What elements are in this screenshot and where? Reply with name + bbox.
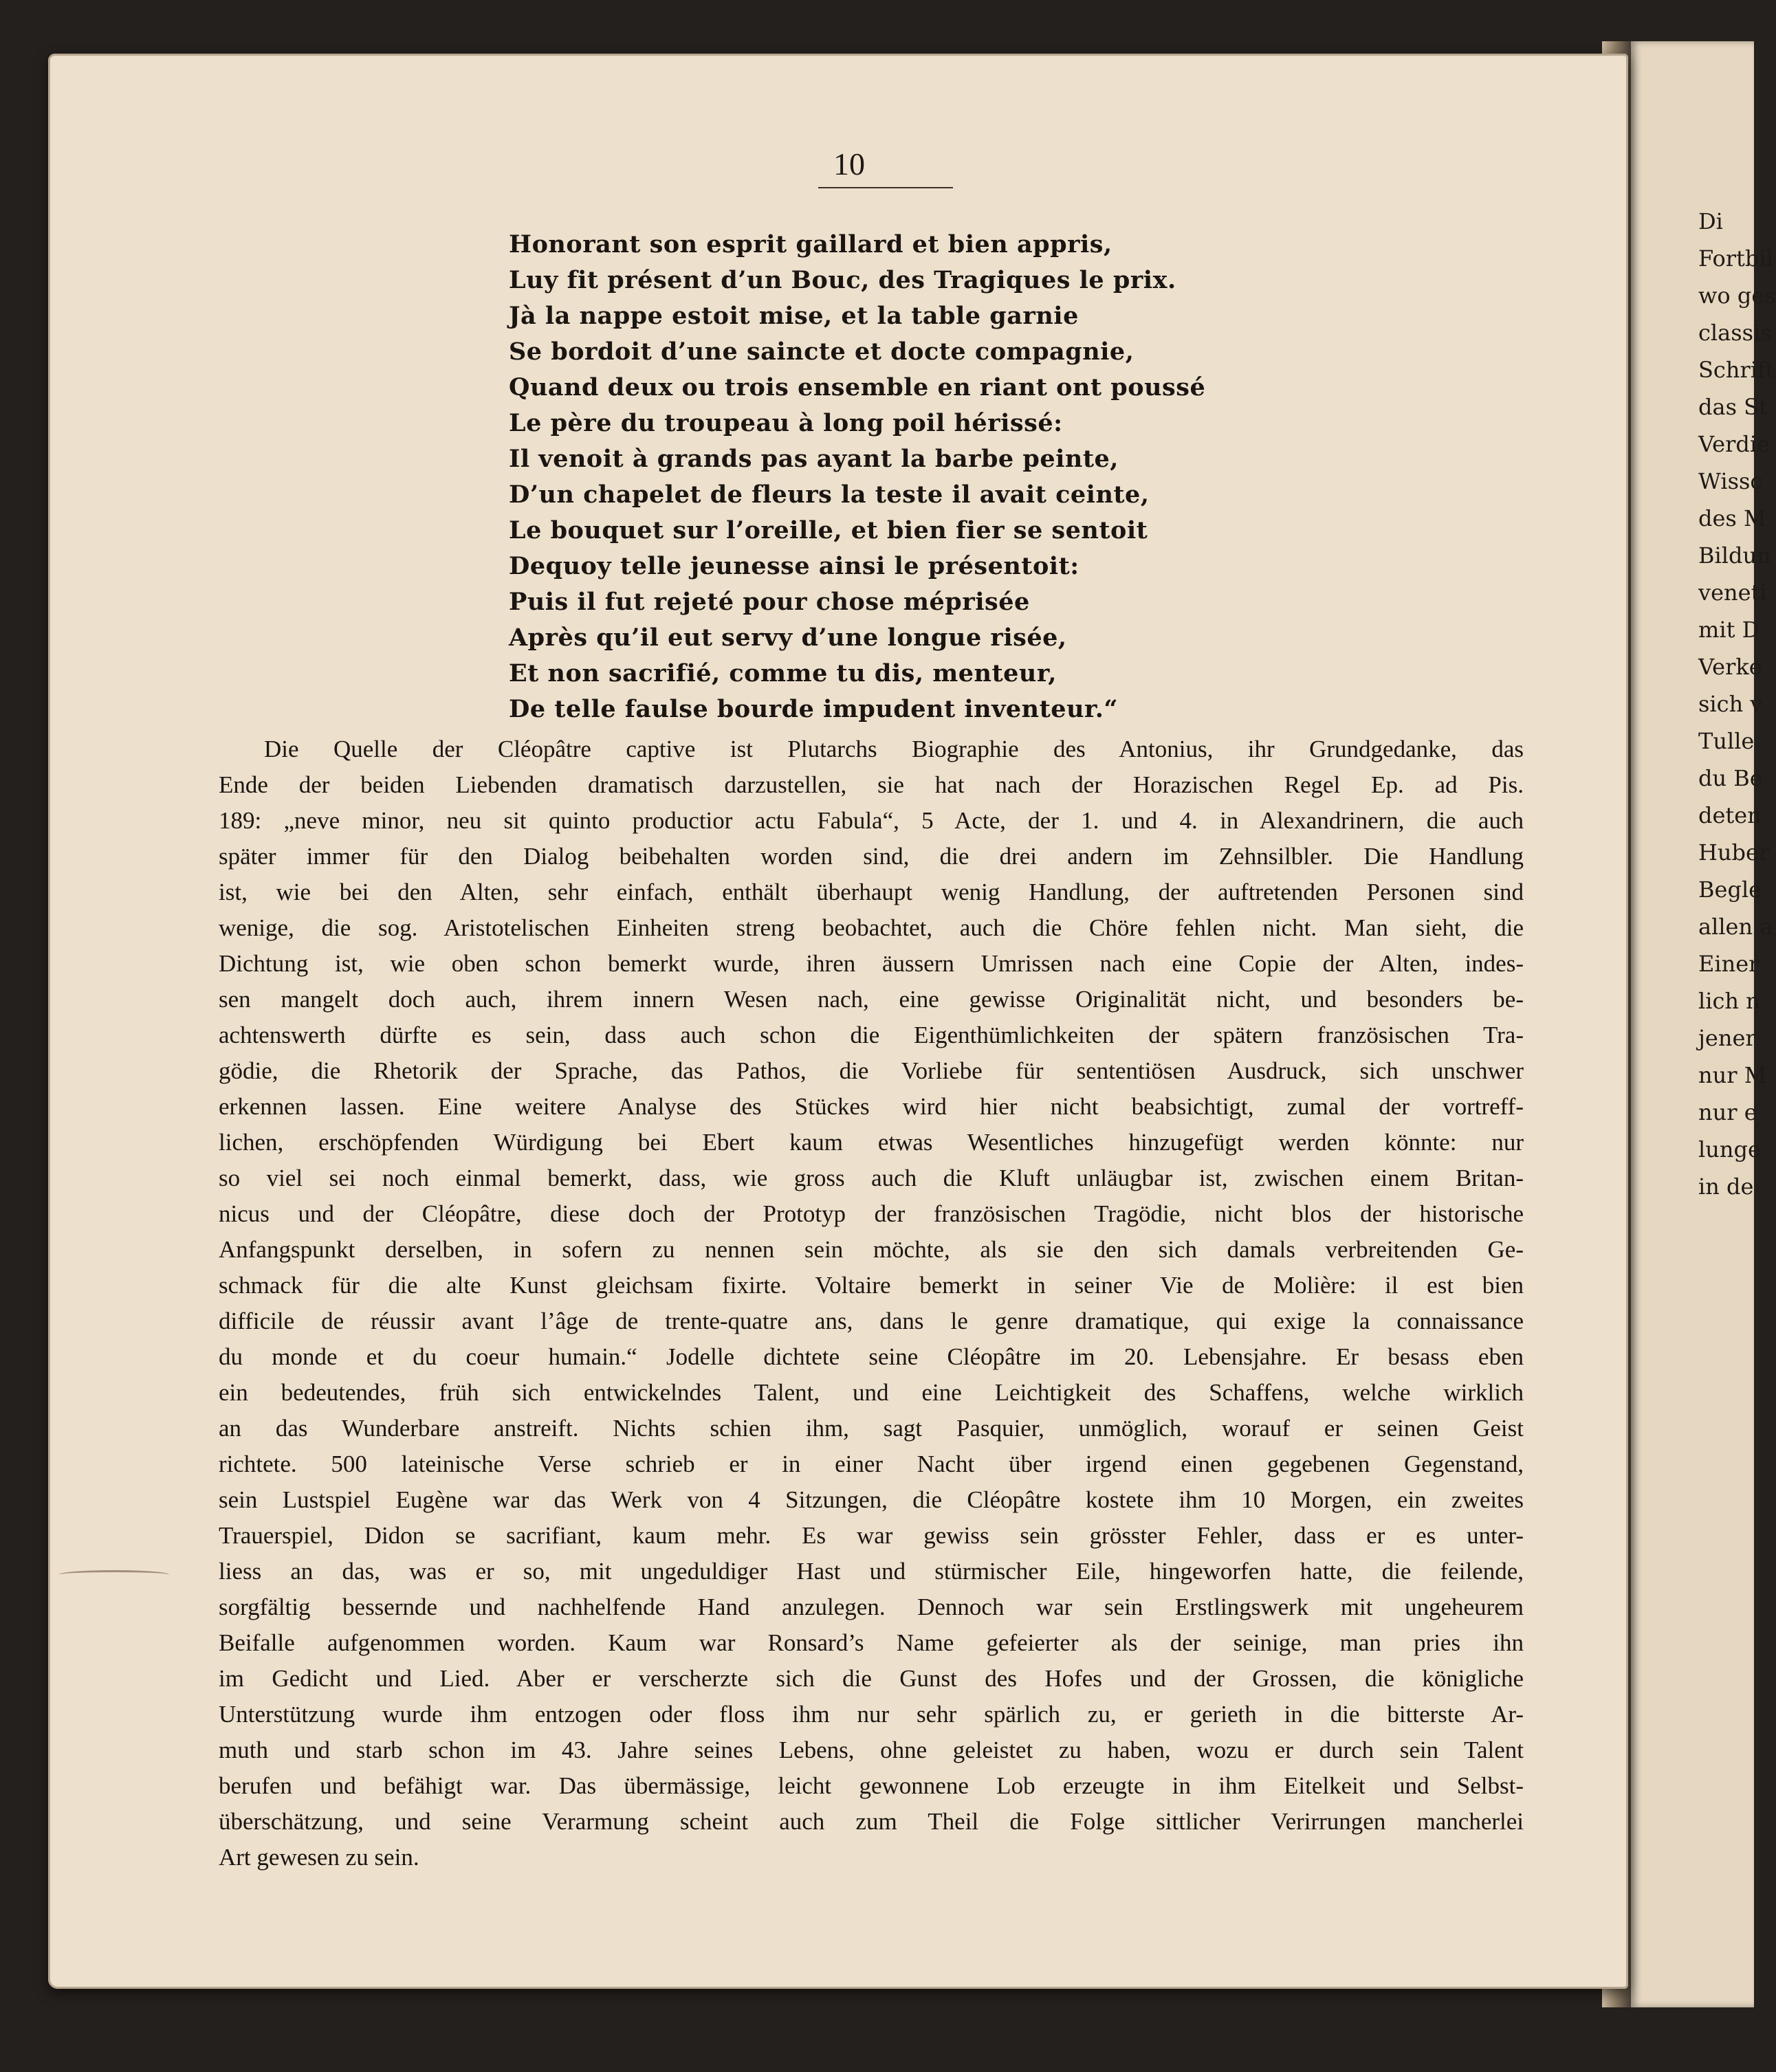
facing-line: lich n (1698, 988, 1760, 1014)
prose-line: berufen und befähigt war. Das übermässige, leicht gewonnene Lob erzeugte in ihm Eitelkeit und Selbst- (219, 1772, 1524, 1799)
facing-line: Schrift (1698, 357, 1775, 383)
facing-line: sich v (1698, 691, 1763, 717)
verse-line: Dequoy telle jeunesse ainsi le présentoit: (509, 552, 1079, 580)
verse-line: D’un chapelet de fleurs la teste il avait ceinte, (509, 481, 1150, 509)
prose-line: Dichtung ist, wie oben schon bemerkt wurde, ihren äussern Umrissen nach eine Copie der Alten, indes- (219, 950, 1524, 977)
facing-line: allen a (1698, 914, 1773, 940)
verse-line: Honorant son esprit gaillard et bien appris, (509, 230, 1112, 258)
facing-line: des M (1698, 505, 1766, 531)
facing-line: wo ges (1698, 283, 1776, 309)
verse-line: De telle faulse bourde impudent inventeur.“ (509, 695, 1119, 723)
facing-line: Verdie (1698, 431, 1770, 457)
facing-line: Huber (1698, 839, 1770, 866)
facing-line: nur M (1698, 1062, 1767, 1088)
prose-line: lichen, erschöpfenden Würdigung bei Ebert kaum etwas Wesentliches hinzugefügt werden könnte: nur (219, 1129, 1524, 1156)
prose-line: du monde et du coeur humain.“ Jodelle dichtete seine Cléopâtre im 20. Lebensjahre. Er besass eben (219, 1343, 1524, 1370)
prose-line: Ende der beiden Liebenden dramatisch darzustellen, sie hat nach der Horazischen Regel Ep. ad Pis. (219, 771, 1524, 798)
facing-line: das St (1698, 394, 1768, 420)
prose-line: sorgfältig bessernde und nachhelfende Hand anzulegen. Dennoch war sein Erstlingswerk mit ungeheurem (219, 1594, 1524, 1620)
facing-line: Einer (1698, 951, 1759, 977)
facing-line: Begle (1698, 877, 1762, 903)
prose-line: 189: „neve minor, neu sit quinto productior actu Fabula“, 5 Acte, der 1. und 4. in Alexandrinern, die auch (219, 807, 1524, 834)
page-number: 10 (833, 146, 865, 181)
facing-line: nur e (1698, 1099, 1757, 1125)
prose-line: sen mangelt doch auch, ihrem innern Wesen nach, eine gewisse Originalität nicht, und besonders be- (219, 986, 1524, 1013)
facing-line: Tulle (1698, 728, 1755, 754)
facing-line: deten (1698, 802, 1762, 828)
verse-line: Le bouquet sur l’oreille, et bien fier se sentoit (509, 516, 1148, 544)
prose-line: achtenswerth dürfte es sein, dass auch schon die Eigenthümlichkeiten der spätern französischen Tra- (219, 1022, 1524, 1048)
prose-line: gödie, die Rhetorik der Sprache, das Pathos, die Vorliebe für sententiösen Ausdruck, sich unschwer (219, 1057, 1524, 1084)
prose-line: sein Lustspiel Eugène war das Werk von 4 Sitzungen, die Cléopâtre kostete ihm 10 Morgen, ein zweites (219, 1486, 1524, 1513)
facing-line: veneti (1698, 580, 1767, 606)
verse-line: Quand deux ou trois ensemble en riant ont poussé (509, 373, 1206, 401)
prose-line: an das Wunderbare anstreift. Nichts schien ihm, sagt Pasquier, unmöglich, worauf er seinen Geist (219, 1415, 1524, 1442)
prose-line: im Gedicht und Lied. Aber er verscherzte sich die Gunst des Hofes und der Grossen, die königliche (219, 1665, 1524, 1692)
facing-line: classis (1698, 320, 1772, 346)
prose-line: Die Quelle der Cléopâtre captive ist Plutarchs Biographie des Antonius, ihr Grundgedanke, das (264, 736, 1524, 762)
prose-line: schmack für die alte Kunst gleichsam fixirte. Voltaire bemerkt in seiner Vie de Molière: il est bien (219, 1272, 1524, 1299)
verse-line: Il venoit à grands pas ayant la barbe peinte, (509, 445, 1119, 473)
facing-line: in de (1698, 1173, 1754, 1200)
prose-line: Art gewesen zu sein. (219, 1844, 419, 1871)
prose-line: Trauerspiel, Didon se sacrifiant, kaum mehr. Es war gewiss sein grösster Fehler, dass er es unter- (219, 1522, 1524, 1549)
facing-line: mit D (1698, 617, 1760, 643)
prose-line: difficile de réussir avant l’âge de trente-quatre ans, dans le genre dramatique, qui exige la connaissance (219, 1308, 1524, 1334)
prose-line: ist, wie bei den Alten, sehr einfach, enthält überhaupt wenig Handlung, der auftretenden Personen sind (219, 879, 1524, 905)
prose-line: muth und starb schon im 43. Jahre seines Lebens, ohne geleistet zu haben, wozu er durch sein Talent (219, 1737, 1524, 1763)
verse-line: Et non sacrifié, comme tu dis, menteur, (509, 659, 1057, 687)
prose-line: so viel sei noch einmal bemerkt, dass, wie gross auch die Kluft unläugbar ist, zwischen einem Britan- (219, 1165, 1524, 1191)
verse-line: Jà la nappe estoit mise, et la table garnie (509, 302, 1079, 330)
prose-line: liess an das, was er so, mit ungeduldiger Hast und stürmischer Eile, hingeworfen hatte, die feilende, (219, 1558, 1524, 1585)
facing-line: Verke (1698, 654, 1762, 680)
verse-line: Puis il fut rejeté pour chose méprisée (509, 588, 1030, 616)
facing-line: Bildun (1698, 542, 1771, 569)
prose-line: Beifalle aufgenommen worden. Kaum war Ronsard’s Name gefeierter als der seinige, man pries ihn (219, 1629, 1524, 1656)
verse-line: Après qu’il eut servy d’une longue risée, (509, 624, 1067, 652)
page-number-rule (818, 187, 953, 188)
facing-line: Di (1698, 208, 1723, 234)
prose-line: nicus und der Cléopâtre, diese doch der Prototyp der französischen Tragödie, nicht blos der historische (219, 1200, 1524, 1227)
verse-line: Se bordoit d’une saincte et docte compagnie, (509, 338, 1134, 366)
prose-line: wenige, die sog. Aristotelischen Einheiten streng beobachtet, auch die Chöre fehlen nicht. Man sieht, die (219, 914, 1524, 941)
prose-line: erkennen lassen. Eine weitere Analyse des Stückes wird hier nicht beabsichtigt, zumal der vortreff- (219, 1093, 1524, 1120)
prose-line: später immer für den Dialog beibehalten worden sind, die drei andern im Zehnsilbler. Die Handlung (219, 843, 1524, 870)
prose-line: ein bedeutendes, früh sich entwickelndes Talent, und eine Leichtigkeit des Schaffens, welche wirklich (219, 1379, 1524, 1406)
prose-line: überschätzung, und seine Verarmung scheint auch zum Theil die Folge sittlicher Verirrungen mancherlei (219, 1808, 1524, 1835)
prose-line: Unterstützung wurde ihm entzogen oder floss ihm nur sehr spärlich zu, er gerieth in die bitterste Ar- (219, 1701, 1524, 1728)
verse-line: Le père du troupeau à long poil hérissé: (509, 409, 1063, 437)
prose-line: Anfangspunkt derselben, in sofern zu nennen sein möchte, als sie den sich damals verbreitenden Ge- (219, 1236, 1524, 1263)
verse-line: Luy fit présent d’un Bouc, des Tragiques le prix. (509, 266, 1176, 294)
facing-line: Fortbil (1698, 245, 1773, 272)
prose-line: richtete. 500 lateinische Verse schrieb er in einer Nacht über irgend einen gegebenen Gegenstand, (219, 1451, 1524, 1477)
facing-page (1631, 41, 1776, 2007)
margin-mark (59, 1570, 169, 1579)
facing-line: du Be (1698, 765, 1763, 791)
facing-line: Wissc (1698, 468, 1763, 494)
facing-line: jener (1698, 1025, 1756, 1051)
facing-line: lunge (1698, 1136, 1761, 1162)
